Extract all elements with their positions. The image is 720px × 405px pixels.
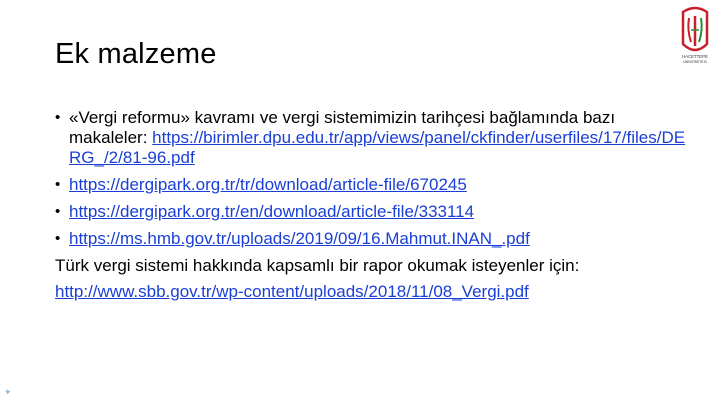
bullet-text: «Vergi reformu» kavramı ve vergi sistemimizin tarihçesi bağlamında bazı makaleler: xyxy=(69,108,616,147)
article-link-4[interactable]: https://ms.hmb.gov.tr/uploads/2019/09/16.Mahmut.INAN_.pdf xyxy=(69,229,530,248)
slide-content xyxy=(55,108,695,308)
article-link-1[interactable]: https://birimler.dpu.edu.tr/app/views/panel/ckfinder/userfiles/17/files/DERG_/2/81-96.pdf xyxy=(69,128,686,167)
article-link-2[interactable]: https://dergipark.org.tr/tr/download/article-file/670245 xyxy=(69,175,467,194)
report-link-row xyxy=(55,282,695,302)
university-logo xyxy=(677,6,713,72)
article-link-3[interactable]: https://dergipark.org.tr/en/download/article-file/333114 xyxy=(69,202,475,221)
report-text: Türk vergi sistemi hakkında kapsamlı bir rapor okumak isteyenler için: xyxy=(55,256,580,275)
bullet-item-1 xyxy=(55,108,695,168)
bullet-item-2 xyxy=(55,175,695,195)
slide-title: Ek malzeme xyxy=(55,38,217,70)
small-corner-mark-icon: ✦ xyxy=(4,387,12,397)
svg-text:HACETTEPE: HACETTEPE xyxy=(682,54,708,59)
bullet-item-3 xyxy=(55,202,695,222)
report-link[interactable]: http://www.sbb.gov.tr/wp-content/uploads/2018/11/08_Vergi.pdf xyxy=(55,282,529,301)
bullet-item-4 xyxy=(55,229,695,249)
university-logo-icon xyxy=(677,6,713,72)
svg-text:ÜNİVERSİTESİ: ÜNİVERSİTESİ xyxy=(683,60,707,64)
